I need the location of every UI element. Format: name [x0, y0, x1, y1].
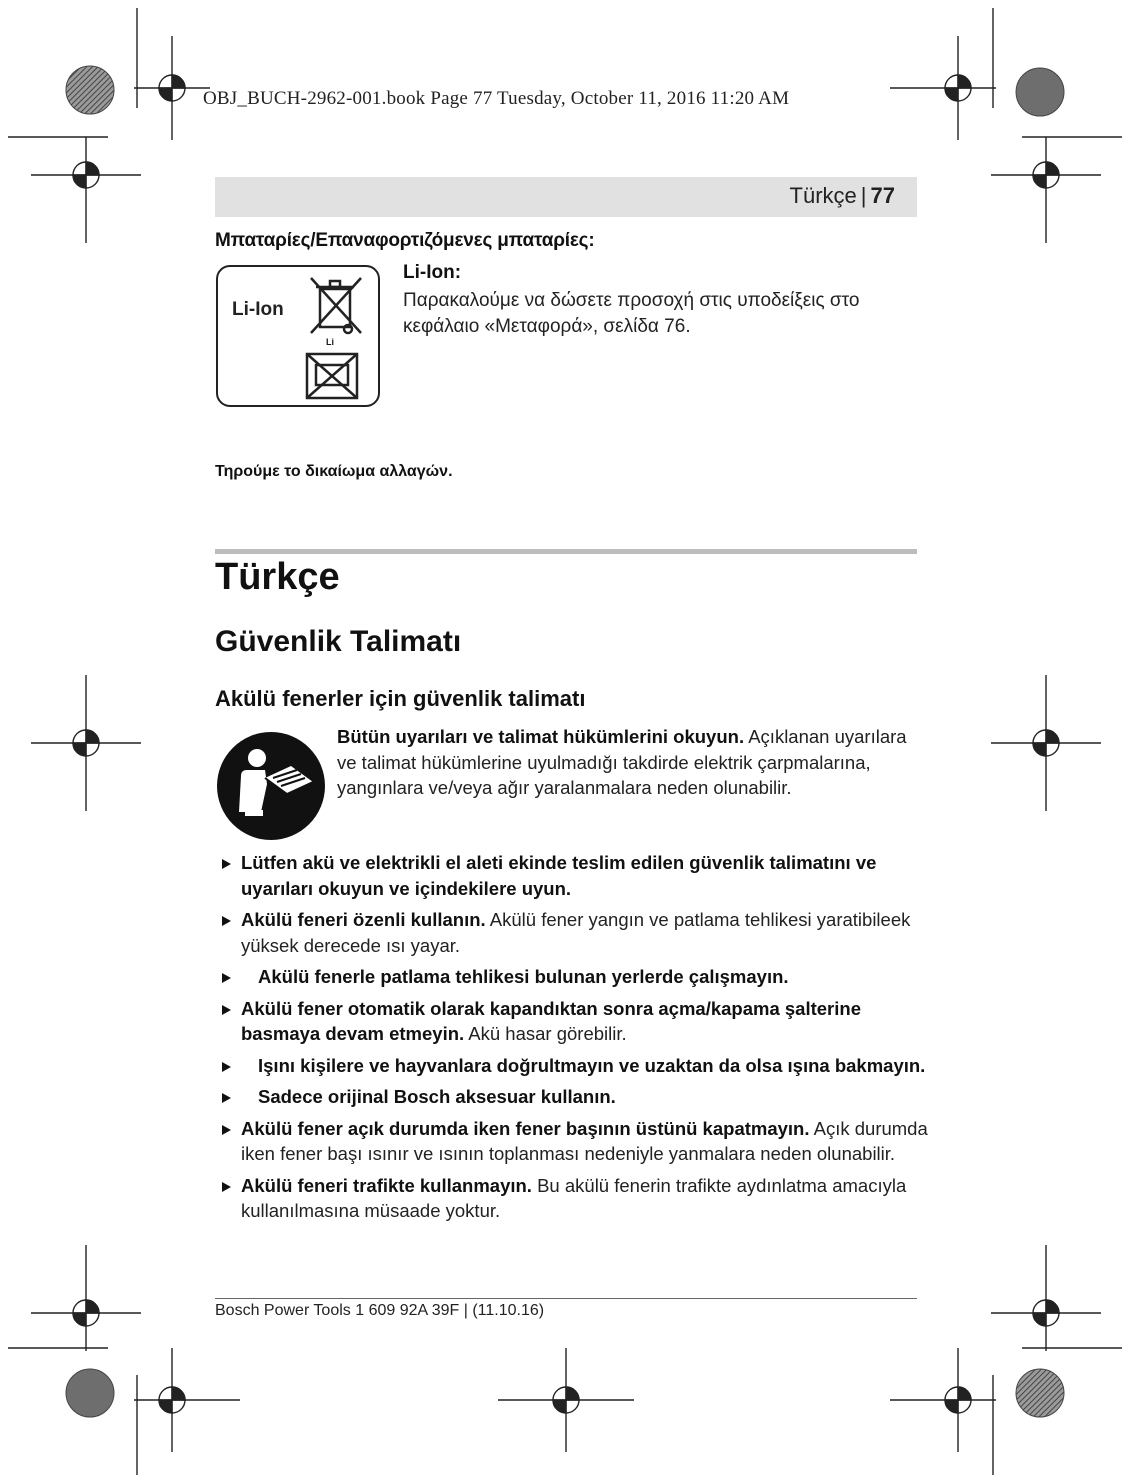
list-item [220, 850, 932, 901]
print-slug: OBJ_BUCH-2962-001.book Page 77 Tuesday, October 11, 2016 11:20 AM [203, 88, 790, 109]
page-number: 77 [870, 183, 895, 208]
bullet-triangle-icon [222, 1062, 231, 1072]
liion-title: Li-Ion: [403, 262, 462, 283]
safety-list [220, 850, 932, 1230]
item-text: Akülü fener yangın ve patlama tehlikesi yaratibileek yüksek derecede ısı yayar. [241, 909, 911, 956]
item-text: Bu akülü fenerin trafikte aydınlatma amacıyla kullanılmasına müsaade yoktur. [241, 1174, 907, 1221]
liion-text: Παρακαλούμε να δώσετε προσοχή στις υποδείξεις στο κεφάλαιο «Μεταφορά», σελίδα 76. [403, 290, 860, 337]
header-separator: | [860, 183, 867, 208]
liion-disposal-symbol [216, 265, 380, 407]
item-text: Akü hasar görebilir. [464, 1023, 627, 1044]
liion-icon-label: Li-Ion [232, 299, 284, 320]
liion-sub-label: Li [326, 337, 334, 347]
bullet-triangle-icon [222, 973, 231, 983]
bullet-triangle-icon [222, 859, 231, 869]
bullet-triangle-icon [222, 1125, 231, 1135]
bullet-triangle-icon [222, 1093, 231, 1103]
item-bold: Akülü fenerle patlama tehlikesi bulunan yerlerde çalışmayın. [258, 966, 789, 987]
list-item [220, 964, 932, 990]
item-bold: Akülü fener açık durumda iken fener başının üstünü kapatmayın. [241, 1117, 810, 1139]
subsection-title: Güvenlik Talimatı [215, 625, 462, 658]
rights-note: Τηρούμε το δικαίωμα αλλαγών. [215, 463, 453, 480]
item-bold: Akülü fener otomatik olarak kapandıktan sonra açma/kapama şalterine basmaya devam etmeyin. [241, 997, 861, 1044]
bullet-triangle-icon [222, 916, 231, 926]
list-item [220, 1084, 932, 1110]
safety-intro [337, 724, 922, 801]
header-section: Türkçe [789, 183, 857, 208]
item-bold: Işını kişilere ve hayvanlara doğrultmayın ve uzaktan da olsa ışına bakmayın. [258, 1054, 926, 1076]
list-item [220, 1053, 932, 1079]
subsubsection-title: Akülü fenerler için güvenlik talimatı [215, 686, 586, 711]
section-title: Türkçe [215, 556, 340, 598]
item-text: Açık durumda iken fener başı ısınır ve ısının toplanması nedeniyle yanmalara neden olunabilir. [241, 1117, 928, 1164]
list-item [220, 1116, 932, 1167]
header-text [790, 183, 895, 209]
intro-bold: Bütün uyarıları ve talimat hükümlerini okuyun. [337, 726, 745, 747]
read-manual-icon [217, 732, 325, 840]
item-bold: Lütfen akü ve elektrikli el aleti ekinde teslim edilen güvenlik talimatını ve uyarıları okuyun ve içindekilere uyun. [241, 852, 877, 899]
list-item [220, 1173, 932, 1224]
bullet-triangle-icon [222, 1005, 231, 1015]
item-bold: Sadece orijinal Bosch aksesuar kullanın. [258, 1086, 616, 1107]
item-bold: Akülü feneri trafikte kullanmayın. [241, 1174, 532, 1196]
greek-batteries-heading: Μπαταρίες/Επαναφορτιζόμενες μπαταρίες: [215, 230, 595, 251]
footer-text: Bosch Power Tools 1 609 92A 39F | (11.10.16) [215, 1302, 545, 1319]
footer-divider [215, 1298, 917, 1299]
section-divider [215, 549, 917, 554]
crossed-battery-icon [304, 351, 360, 401]
list-item [220, 996, 932, 1047]
item-bold: Akülü feneri özenli kullanın. [241, 909, 486, 930]
intro-text: Açıklanan uyarılara ve talimat hükümlerine uyulmadığı takdirde elektrik çarpmalarına, yangınlara ve/veya ağır yaralanmalara neden olunabilir. [337, 726, 907, 798]
running-header [215, 177, 917, 217]
list-item [220, 907, 932, 958]
bullet-triangle-icon [222, 1182, 231, 1192]
crossed-bin-icon [306, 275, 366, 347]
